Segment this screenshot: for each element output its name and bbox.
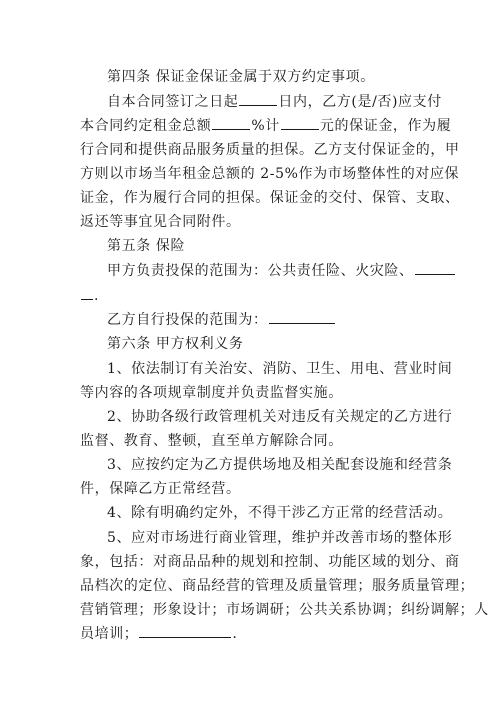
article-6-item-2: 2、协助各级行政管理机关对违反有关规定的乙方进行 [107, 409, 453, 425]
article-5-heading: 第五条 保险 [107, 238, 186, 254]
article-6-item-4: 4、除有明确约定外，不得干涉乙方正常的经营活动。 [107, 505, 453, 521]
article-6-item-1: 1、依法制订有关治安、消防、卫生、用电、营业时间 [107, 361, 453, 377]
article-4-paragraph-line-5: 证金，作为履行合同的担保。保证金的交付、保管、支取、 [80, 190, 460, 206]
party-a-scope-blank [415, 262, 455, 275]
party-b-scope-blank [269, 311, 335, 324]
article-4-paragraph-line-1: 自本合同签订之日起 日内，乙方(是/否)应支付 [107, 94, 442, 110]
party-b-insurance-scope: 乙方自行投保的范围为： [107, 311, 336, 329]
article-4-heading: 第四条 保证金保证金属于双方约定事项。 [107, 69, 375, 85]
article-6-item-5-line-3: 品档次的定位、商品经营的管理及质量管理；服务质量管理； [80, 578, 475, 594]
article-6-item-5-line-4: 营销管理；形象设计；市场调研；公共关系协调；纠纷调解；人 [80, 602, 489, 618]
days-blank [239, 93, 277, 106]
article-6-item-3: 3、应按约定为乙方提供场地及相关配套设施和经营条 [107, 457, 453, 473]
party-a-insurance-scope-continued: . [80, 287, 99, 305]
training-blank [139, 625, 231, 638]
article-4-paragraph-line-6: 返还等事宜见合同附件。 [80, 214, 241, 230]
percent-blank [212, 117, 250, 130]
article-4-paragraph-line-3: 行合同和提供商品服务质量的担保。乙方支付保证金的，甲 [80, 142, 460, 158]
article-6-item-5: 5、应对市场进行商业管理，维护并改善市场的整体形 [107, 530, 453, 546]
article-6-heading: 第六条 甲方权利义务 [107, 336, 244, 352]
article-6-item-5-line-5: 员培训； . [80, 626, 238, 642]
party-a-insurance-scope: 甲方负责投保的范围为：公共责任险、火灾险、 [107, 262, 456, 280]
article-6-item-1-continued: 等内容的各项规章制度并负责监督实施。 [80, 385, 343, 401]
amount-blank [281, 117, 319, 130]
article-6-item-3-continued: 件，保障乙方正常经营。 [80, 481, 241, 497]
article-4-paragraph-line-2: 本合同约定租金总额 %计 元的保证金，作为履 [80, 118, 452, 134]
party-a-scope-blank-end [81, 287, 93, 300]
article-6-item-5-line-2: 象，包括：对商品品种的规划和控制、功能区域的划分、商 [80, 554, 460, 570]
article-4-paragraph-line-4: 方则以市场当年租金总额的 2-5%作为市场整体性的对应保 [80, 166, 460, 182]
article-6-item-2-continued: 监督、教育、整顿，直至单方解除合同。 [80, 433, 343, 449]
